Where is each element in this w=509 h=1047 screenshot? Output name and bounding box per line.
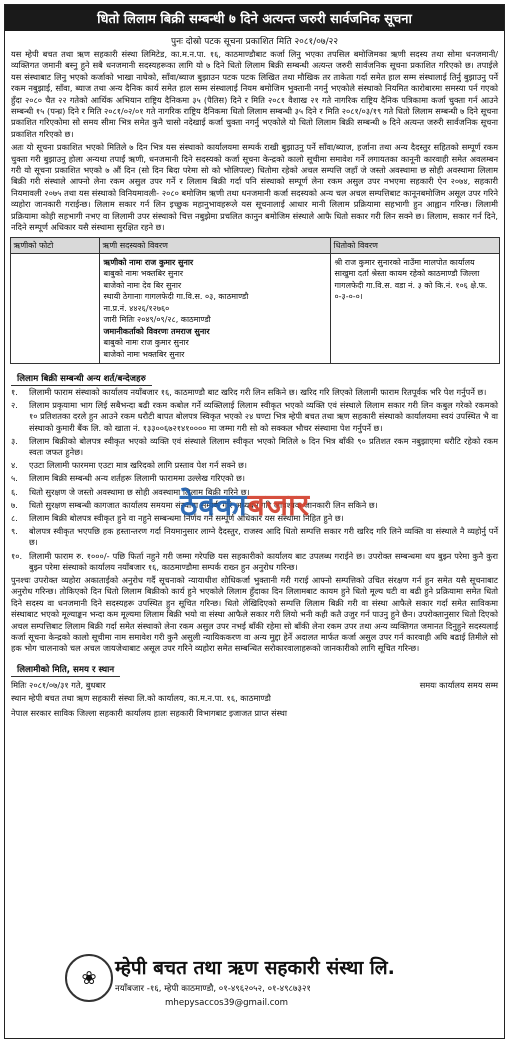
org-name: म्हेपी बचत तथा ऋण सहकारी संस्था लि.	[115, 957, 395, 979]
org-email: mhepysaccos39@gmail.com	[165, 998, 289, 1008]
watermark-logo	[180, 483, 310, 524]
term-item: ६. धितो सुरक्षण जे जस्तो अवस्थामा छ सोही अवस्थामा लिलाम बिक्री गरिने छ।	[11, 486, 250, 497]
borrower-name: ऋणीको नामः राज कुमार सुनार	[103, 257, 194, 267]
auction-place: स्थान म्हेपी बचत तथा ऋण सहकारी संस्था लि.को कार्यालय, का.म.न.पा. १६, काठमाण्डौ	[11, 692, 271, 703]
footer	[5, 946, 504, 1038]
guarantor-line: बाजेको नामः भक्तबिर सुनार	[103, 349, 185, 359]
term-item: ९. बोलपत्र स्वीकृत भएपछि हक हस्तान्तरण गर्दा नियमानुसार लाग्ने दैदस्तुर, राजस्व आदि धितो सम्पत्ति सकार गरी खरिद गरि लिने व्यक्ति वा संस्थाले नै व्यहोर्नु पर्ने छ।	[11, 526, 498, 548]
header-collateral: धितोको विवरण	[330, 237, 499, 253]
auction-heading: लिलामीको मिति, समय र स्थान	[11, 662, 120, 677]
borrower-details	[99, 253, 330, 364]
borrower-line: जारी मितिः २०४९/०९/२८, काठमाण्डौ	[103, 315, 211, 324]
term-item: ४. एउटा लिलामी फारममा एउटा मात्र खरिदको लागि प्रस्ताव पेश गर्न सक्ने छ।	[11, 460, 248, 471]
term-item: ८. लिलाम बिक्री बोलपत्र स्वीकृत हुने वा नहुने सम्बन्धमा निर्णय गर्ने सम्पूर्ण अधिकार यस संस्थामा निहित हुने छ।	[11, 513, 344, 524]
header-borrower: ऋणी सदस्यको विवरण	[99, 237, 330, 253]
guarantor-line: बाबुको नामः राज कुमार सुनार	[103, 338, 189, 347]
borrower-line: बाजेको नामः देव बिर सुनार	[103, 280, 182, 290]
auction-note: नेपाल सरकार साविक जिल्ला सहकारी कार्यालय हालः सहकारी विभागबाट इजाजत प्राप्त संस्था	[11, 707, 287, 718]
term-item: १०. लिलामी फाराम रु. १०००/- पछि फिर्ता नहुने गरी जम्मा गरेपछि यस सहकारीको कार्यालय बाट उपलब्ध गराईने छ। उपरोक्त सम्बन्धमा थप बुझ्न परेमा कुनै कुरा बुझ्न परेमा संस्थाको कार्यालय नयाँबजार १६, काठमाण्डौमा सम्पर्क राख्न हुन अनुरोध गरिन्छ।	[11, 550, 498, 572]
term-item: २. लिलाम प्रकृयामा भाग लिई सबैभन्दा बढी रकम कबोल गर्ने व्यक्तिलाई लिलाम स्वीकृत भएको व्यक्ति एवं संस्थाले लिलाम सकार गरी लिन कबुल गरेको रकमको १० प्रतिशतका दरले हुन आउने रकम धरौटी बापत बोलपत्र स्विकृत भएको २४ घण्टा भित्र म्हेपी बचत तथा ऋण सहकारी संस्थाको कार्यालयमा स्वयं उपस्थित भै वा संस्थाको कुमारी बैंक लि. को खाता नं. १३३००६७२१४१०००० मा जम्मा गरी सो को सक्कल भौचर संस्थामा पेश गर्नुपर्ने छ।	[11, 400, 498, 433]
borrower-line: ना.प्र.नं. ४४२६/१२७६०	[103, 303, 170, 313]
auction-date-row	[5, 680, 504, 691]
collateral-details: श्री राज कुमार सुनारको नाउँमा मालपोत कार्यालय साखुमा दर्ता श्रेस्ता कायम रहेको काठमाण्डौ जिल्ला गागलफेदी गा.वि.स. वडा नं. ३ को कि.नं. १०६ क्षे.फ. ०-३-०-०।	[330, 253, 499, 364]
cooperative-seal-icon: ❀	[65, 954, 113, 1002]
borrower-photo	[10, 253, 99, 364]
org-address: नयाँबजार -१६, म्हेपी काठमाण्डौ, ०१-४९६२०५२, ०१-४९८७३२१	[115, 984, 311, 994]
term-item: ७. धितो सुरक्षण सम्बन्धी कागजात कार्यालय समयमा संस्थामा सम्पर्क गरि अध्ययन गरि आवश्यक जानकारी लिन सकिने छ।	[11, 499, 378, 510]
borrower-table	[10, 237, 500, 365]
notice-page	[4, 4, 505, 1039]
terms-list	[5, 387, 504, 573]
watermark-part-1: ठेक्का	[180, 488, 248, 523]
term-item: १. लिलामी फाराम संस्थाको कार्यालय नयाँबजार १६, काठमाण्डौ बाट खरिद गरी लिन सकिने छ। खरिद गरि लिएको लिलामी फाराम रितपूर्वक भरि पेश गर्नुपर्ने छ।	[11, 387, 487, 397]
term-item: ३. लिलाम बिक्रीको बोलपत्र स्वीकृत भएको व्यक्ति एवं संस्थाले लिलाम स्वीकृत भएको मितिले ७ दिन भित्र बाँकी ९० प्रतिशत रकम नबुझाएमा धरौटि रहेको रकम स्वतः जफत हुनेछ।	[11, 435, 498, 458]
notice-title: धितो लिलाम बिक्री सम्बन्धी ७ दिने अत्यन्त जरुरी सार्वजनिक सूचना	[5, 5, 504, 31]
header-photo: ऋणीको फोटो	[10, 237, 99, 253]
postscript-paragraph: पुनश्चः उपरोक्त व्यहोरा अकाताईको अनुरोध गर्दै सूचनाको न्यायाधीश शोधिकर्जा भुक्तानी गरी गराई आफ्नो सम्पत्तिको उचित संरक्षण गर्न हुन समेत यसै सूचनाबाट अनुरोध गरिन्छ। तोकिएको दिन धितो लिलाम बिक्रीको कार्य हुने भएकोले लिलाम हुँदाका दिन लिलामबाट कायम हुने धितो मूल्य घटी वा बढी हुने प्रक्रियामा समेत धितो दिने सदस्य वा धनजमानी दिने सदस्यहरू उपस्थित हुन सूचित गरिन्छ। धितो लेखिदिएको सम्पत्ति लिलाम बिक्री गरी वा संस्था आफैले सकार गर्दा समेत साविकमा संस्थाबाट भएको मूल्याङ्कन भन्दा कम मूल्यमा लिलाम बिक्री भयो वा संस्था आफैले सकार गरी लियो भनी कही कतै उजुर गर्न पाउनु हुने छैन। उपरोक्तानुसार धितो दिएको अचल सम्पत्तिबाट लिलाम बिक्री गर्दा समेत संस्थाको लेना रकम असुल उपर नभई बाँकी रहेमा सो बाँकी लेना रकम उपर तथा अन्य व्यक्तिगत जमानत दिनुहुने सदस्यलाई कर्जा सूचना केन्द्रको कालो सूचीमा नाम समावेश गरी कुनै असुली न्यायिककरण वा अन्य मुद्दा हेर्ने अदालत मार्फत कर्जा असुल उपर गर्न कारवाही अघि बढाई तिमीले सो हक भोग चालनाको चल अचल जायजेथाबाट असूल उपर गरिने व्यहोरा समेत सम्बन्धित सरोकारवालाहरूको जानकारीको लागि सूचित गरिन्छ।	[11, 575, 498, 654]
borrower-line: स्थायी ठेगानाः गागलफेदी गा.वि.स. ०३, काठमाण्डौ	[103, 292, 249, 301]
auction-date: मितिः २०८१/०७/३१ गते, बुधबार	[11, 679, 106, 690]
watermark-part-2: बजार	[247, 488, 311, 523]
guarantor-name: जमानीकर्ताको विवरणः तमराज सुनार	[103, 326, 210, 336]
reprint-note: पुनः दोस्रो पटक सूचना प्रकाशित मिति २०८१/०७/२२	[170, 37, 338, 47]
terms-heading: लिलाम बिक्री सम्बन्धी अन्य शर्त/बन्देजहरु	[11, 371, 152, 386]
intro-paragraph-1: यस म्हेपी बचत तथा ऋण सहकारी संस्था लिमिटेड, का.म.न.पा. १६, काठमाण्डौबाट कर्जा लिनु भएका तपसिल बमोजिमका ऋणी सदस्य तथा सोमा धनजमानी/व्यक्तिगत जमानी बस्नु हुने सबै धनजमानी सदस्यहरूका लागि यो ७ दिने धितो लिलाम बिक्री सम्बन्धी अत्यन्त जरुरी सार्वजनिक सूचना प्रकाशित गरिएको छ। तपाईले यस संस्थाबाट लिनु भएको कर्जाको भाखा नाघेको, साँवा/ब्याज बुझाउन पटक पटक लिखित तथा मौखिक तर ताकेता गर्दा समेत हाल सम्म संस्थालाई तिर्नु बुझाउनु पर्ने रकम नबुझाई, साँवा, ब्याज तथा अन्य दैनिक कार्य समेत हाल सम्म संस्थालाई नियम बमोजिम भुक्तानी नगर्नु भएकोले संस्थाको नियमित कारोबारमा समस्या पर्न गएको हुँदा २०८० चैत २२ गतेको आर्थिक अभियान राष्ट्रिय दैनिकमा ३५ (पैतिस) दिने र मिति २०८१ वैशाख २१ गते नागरिक राष्ट्रिय दैनिक पत्रिकामा कर्जा चुक्ता गर्न आउने सम्बन्धी १५ (पन्ध्र) दिने र मिति २०८१/०२/०१ गते नागरिक राष्ट्रिय दैनिकमा धितो लिलाम सम्बन्धी ३५ दिने र मिति २०८१/०३/१९ गते धितो लिलाम सम्बन्धी ७ दिने सूचना प्रकाशित गरिएकोमा सो समय सीमा भित्र समेत कुनै चासो नदेखाई कर्जा चुक्ता नगर्नु भएकोले यो धितो लिलाम बिक्री सम्बन्धी ७ दिने अत्यन्त जरुरी सार्वजनिक सूचना प्रकाशित गरिएको छ।	[11, 49, 498, 139]
term-item: ५. लिलाम बिक्री सम्बन्धी अन्य शर्तहरू लिलामी फाराममा उल्लेख गरिएको छ।	[11, 473, 245, 484]
borrower-line: बाबुको नामः भक्तबिर सुनार	[103, 269, 184, 278]
auction-time: समयः कार्यालय समय सम्म	[419, 679, 498, 690]
intro-paragraph-2: अतः यो सूचना प्रकाशित भएको मितिले ७ दिन भित्र यस संस्थाको कार्यालयमा सम्पर्क राखी बुझाउनु पर्ने साँवा/ब्याज, हर्जाना तथा अन्य दैदस्तुर सहितको सम्पूर्ण रकम चुक्ता गरी बुझाउनु होला अन्यथा तपाईं ऋणी, धनजमानी दिने सदस्यको कर्जा सूचना केन्द्रको कालो सूचीमा समावेश गर्ने लगायतका कानूनी कारवाही समेत अवलम्बन गरी यो सूचना प्रकाशित भएको ७ औं दिन (सो दिन बिदा परेमा सो को भोलिपल्ट) धितोमा रहेको अचल सम्पत्ति जहाँ जे जस्तो अवस्थामा छ सोही अवस्थामा लिलाम बिक्री गरी संस्थाले आफ्नो लेना रकम असुल उपर गर्ने र लिलाम बिक्री गर्दा पनि संस्थाको सम्पूर्ण लेना रकम असुल उपर नभएमा सहकारी ऐन २०७४, सहकारी नियमावली २०७५ तथा यस संस्थाको विनियमावली- २०८० बमोजिम ऋणी तथा धनजमानी कर्जा सदस्यको अन्य चल अचल सम्पत्तिबाट कानूनबमोजिम असूल उपर गरिने व्यहोरा जानकारी गराईन्छ। लिलाम सकार गर्न लिन इच्छुक महानुभावहरूले यस सूचनालाई आधार मानी लिलाम प्रक्रियामा सहभागी हुन आह्वान गरिन्छ। लिलामी प्रक्रियामा कोही सहभागी नभए वा लिलामी उपर संस्थाको चित्त नबुझेमा प्रचलित कानुन बमोजिम संस्थाले आफै धितो सकार गरी लिन सक्ने छ। लिलाम, सकार गर्न दिने, नदिने सम्पूर्ण अधिकार यसै संस्थामा सुरक्षित रहने छ।	[11, 142, 498, 233]
